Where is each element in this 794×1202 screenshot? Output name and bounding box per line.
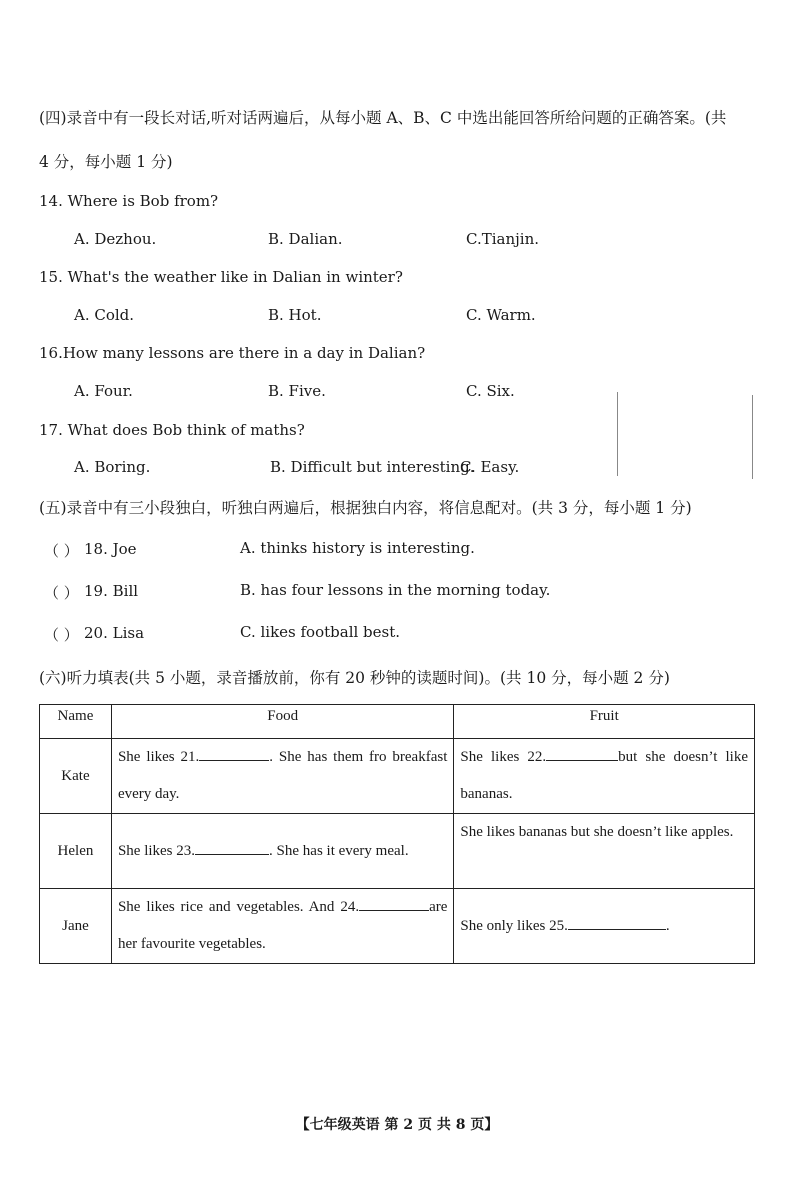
question-16-option-a: A. Four. bbox=[74, 382, 133, 400]
question-15-stem: 15. What's the weather like in Dalian in winter? bbox=[39, 268, 403, 286]
question-14-option-b: B. Dalian. bbox=[268, 230, 343, 248]
helen-food-pre: She likes 23. bbox=[117, 842, 196, 859]
match-option-a: A. thinks history is interesting. bbox=[240, 539, 475, 557]
table-row bbox=[40, 889, 755, 964]
helen-food-cell bbox=[111, 814, 453, 889]
row-name: Helen bbox=[40, 814, 112, 889]
helen-food-post: . She has it every meal. bbox=[269, 842, 409, 859]
helen-fruit-cell: She likes bananas but she doesn’t like apples. bbox=[454, 814, 755, 889]
question-17-option-b: B. Difficult but interesting. bbox=[270, 458, 475, 476]
jane-fruit-post: . bbox=[665, 917, 670, 934]
row-name: Jane bbox=[40, 889, 112, 964]
match-18-answer-paren[interactable]: （ ） bbox=[44, 542, 79, 560]
question-16-option-c: C. Six. bbox=[466, 382, 515, 400]
header-name: Name bbox=[40, 705, 112, 739]
kate-fruit-cell bbox=[454, 739, 755, 814]
jane-fruit-cell bbox=[454, 889, 755, 964]
question-15-option-b: B. Hot. bbox=[268, 306, 322, 324]
question-14-option-c: C.Tianjin. bbox=[466, 230, 539, 248]
answer-blank-22[interactable] bbox=[546, 746, 618, 761]
answer-blank-25[interactable] bbox=[568, 915, 666, 930]
question-16-option-b: B. Five. bbox=[268, 382, 326, 400]
kate-food-post: . She has them fro breakfast every day. bbox=[117, 749, 448, 802]
listening-fill-table bbox=[39, 704, 755, 964]
jane-fruit-pre: She only likes 25. bbox=[460, 917, 568, 934]
jane-food-pre: She likes rice and vegetables. And 24. bbox=[117, 899, 360, 915]
match-19-answer-paren[interactable]: （ ） bbox=[44, 584, 79, 602]
jane-food-post: are her favourite vegetables. bbox=[117, 899, 448, 952]
table-row bbox=[40, 814, 755, 889]
page-footer: 【七年级英语 第 2 页 共 8 页】 bbox=[295, 1117, 499, 1133]
question-14-option-a: A. Dezhou. bbox=[74, 230, 157, 248]
row-name: Kate bbox=[40, 739, 112, 814]
match-option-c: C. likes football best. bbox=[240, 623, 401, 641]
question-17-option-c: C. Easy. bbox=[460, 458, 520, 476]
kate-food-cell bbox=[111, 739, 453, 814]
question-17-option-a: A. Boring. bbox=[74, 458, 151, 476]
question-14-stem: 14. Where is Bob from? bbox=[39, 192, 219, 210]
match-20-answer-paren[interactable]: （ ） bbox=[44, 626, 79, 644]
header-fruit: Fruit bbox=[454, 705, 755, 739]
kate-fruit-post: but she doesn’t like bananas. bbox=[460, 749, 748, 802]
question-16-stem: 16.How many lessons are there in a day in Dalian? bbox=[39, 344, 426, 362]
match-option-b: B. has four lessons in the morning today. bbox=[240, 581, 551, 599]
section4-instruction-line2: 4 分，每小题 1 分) bbox=[39, 153, 173, 171]
kate-food-pre: She likes 21. bbox=[117, 749, 200, 765]
match-18-name: 18. Joe bbox=[84, 540, 137, 558]
table-header-row bbox=[40, 705, 755, 739]
scan-mark bbox=[752, 395, 753, 479]
table-row bbox=[40, 739, 755, 814]
section6-instruction: (六)听力填表(共 5 小题，录音播放前，你有 20 秒钟的读题时间)。(共 10 分，每小题 2 分) bbox=[39, 669, 670, 687]
question-15-option-c: C. Warm. bbox=[466, 306, 536, 324]
question-17-stem: 17. What does Bob think of maths? bbox=[39, 421, 305, 439]
header-food: Food bbox=[111, 705, 453, 739]
answer-blank-23[interactable] bbox=[195, 840, 269, 855]
section4-instruction-line1: (四)录音中有一段长对话,听对话两遍后，从每小题 A、B、C 中选出能回答所给问题的正确答案。(共 bbox=[39, 109, 727, 127]
section5-instruction: (五)录音中有三小段独白，听独白两遍后，根据独白内容，将信息配对。(共 3 分，每小题 1 分) bbox=[39, 499, 692, 517]
answer-blank-21[interactable] bbox=[199, 746, 269, 761]
scan-mark bbox=[617, 392, 618, 476]
match-19-name: 19. Bill bbox=[84, 582, 139, 600]
answer-blank-24[interactable] bbox=[359, 896, 429, 911]
kate-fruit-pre: She likes 22. bbox=[460, 749, 547, 765]
jane-food-cell bbox=[111, 889, 453, 964]
question-15-option-a: A. Cold. bbox=[74, 306, 135, 324]
match-20-name: 20. Lisa bbox=[84, 624, 145, 642]
